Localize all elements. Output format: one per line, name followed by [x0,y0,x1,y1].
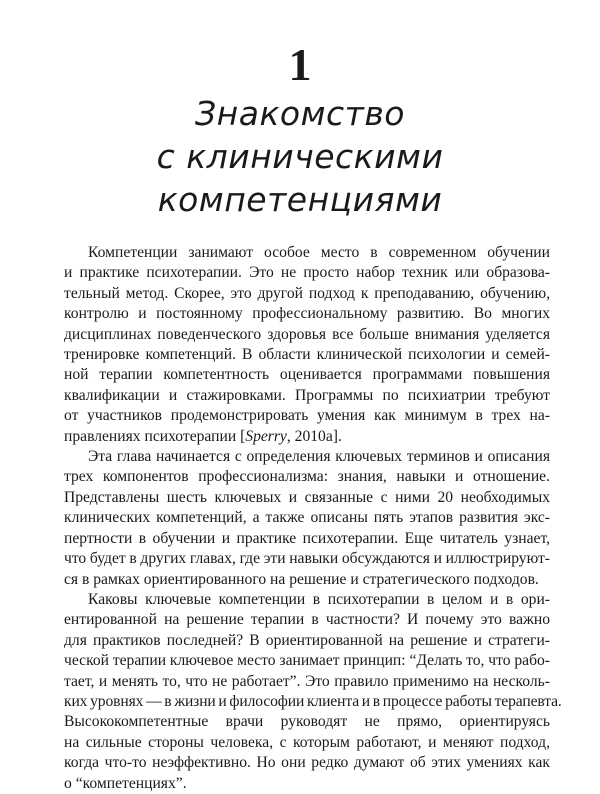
chapter-number: 1 [288,39,312,90]
text-line [64,427,550,447]
text-line: о “компетенциях”. [64,774,187,792]
text-line: трех компонентов профессионализма: знания, навыки и отношение. [64,468,550,486]
paragraph [64,590,562,794]
text-line: квалификации и стажировками. Программы по психиатрии требуют [64,386,550,404]
chapter-body [64,243,562,794]
text-line: Представлены шесть ключевых и связанные с ними 20 необходимых [64,488,550,506]
citation-author: Sperry [245,427,287,445]
text-line: ной терапии компетентность оценивается программами повышения [64,366,550,384]
text-line: тренировке компетенций. В области клинической психологии и семей- [64,346,550,364]
text-line: на сильные стороны человека, с которым работают, и меняют подход, [64,733,550,751]
text-fragment: правлениях психотерапии [ [64,427,246,445]
text-line: Эта глава начинается с определения ключевых терминов и описания [88,448,550,466]
text-line: Каковы ключевые компетенции в психотерапии в целом и в ори- [88,590,550,608]
text-line: ся в рамках ориентированного на решение и стратегического подходов. [64,570,539,588]
paragraph [64,243,550,447]
text-line: тельный метод. Скорее, это другой подход к преподаванию, обучению, [64,284,550,302]
chapter-title-line: Знакомство [195,94,405,133]
text-line: контролю и постоянному профессиональному развитию. Во многих [64,305,550,323]
text-line: дисциплинах поведенческого здоровья все больше внимания уделяется [64,325,550,343]
text-line: и практике психотерапии. Это не просто набор техник или образова- [64,264,550,282]
text-line: от участников продемонстрировать умения как минимум в трех на- [64,407,550,425]
text-fragment: , 2010a]. [286,427,342,445]
chapter-title-line: с клиническими [156,137,444,176]
text-line: Компетенции занимают особое место в современном обучении [88,244,550,261]
text-line: ческой терапии ключевое место занимает принцип: “Делать то, что рабо- [64,652,550,670]
text-line: для практиков последней? В ориентированной на решение и стратеги- [64,631,550,649]
chapter-title [0,92,600,221]
text-line: тает, и менять то, что не работает”. Это правило применимо на несколь- [64,672,550,690]
text-line: что будет в других главах, где эти навыки обсуждаются и иллюстрируют- [64,550,550,568]
text-line: клинических компетенций, а также описаны пять этапов развития экс- [64,509,550,527]
text-line: ких уровнях — в жизни и философии клиента и в процессе работы терапевта. [64,692,562,710]
paragraph [64,447,550,590]
text-line: пертности в обучении и практике психотерапии. Еще читатель узнает, [64,529,550,547]
text-line: ентированной на решение терапии в частности? И почему это важно [64,611,550,629]
text-line: когда что-то неэффективно. Но они редко думают об этих умениях как [64,754,550,772]
chapter-title-line: компетенциями [157,180,443,219]
text-line: Высококомпетентные врачи руководят не прямо, ориентируясь [64,713,550,731]
